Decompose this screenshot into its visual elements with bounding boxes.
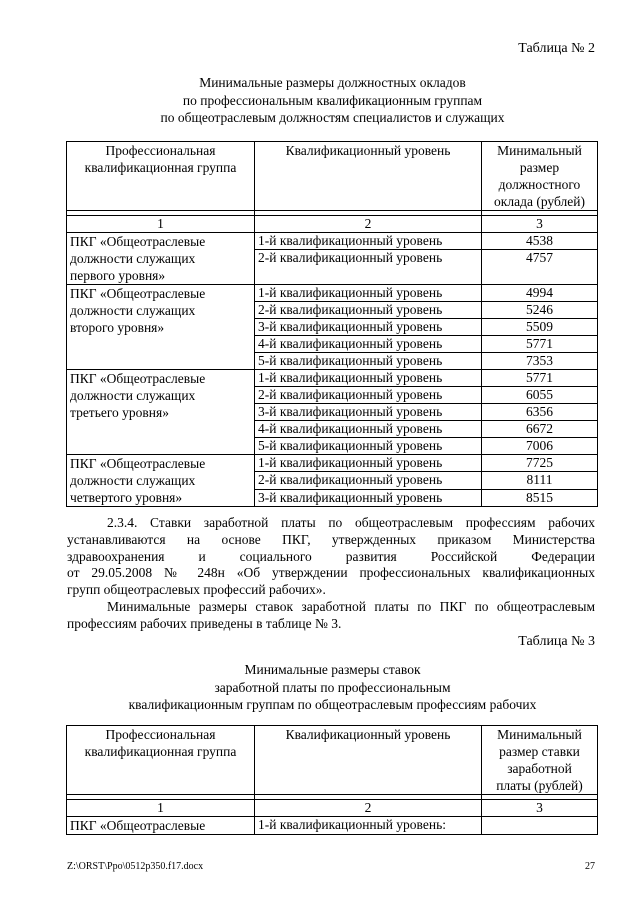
header-text: размер ставки [499, 744, 580, 759]
header-level [255, 142, 482, 211]
group-name-line: четвертого уровня» [70, 490, 183, 505]
salary-cell: 6356 [482, 404, 598, 421]
level-cell: 1-й квалификационный уровень [255, 455, 482, 472]
header-group [67, 726, 255, 795]
level-cell: 1-й квалификационный уровень: [255, 817, 482, 835]
text-line: устанавливаются на основе ПКГ, утвержденных приказом Министерства [67, 531, 595, 547]
text-line: здравоохранения и социального развития Российской Федерации [67, 548, 595, 564]
group-name-line: третьего уровня» [70, 405, 169, 420]
group-name [67, 285, 255, 370]
salary-cell: 7006 [482, 438, 598, 455]
header-salary [482, 142, 598, 211]
group-name-line: должности служащих [70, 473, 196, 488]
text-line: Минимальные размеры ставок заработной платы по ПКГ по общеотраслевым [107, 599, 595, 614]
group-name-line: должности служащих [70, 251, 196, 266]
group-name [67, 455, 255, 507]
level-cell: 3-й квалификационный уровень [255, 404, 482, 421]
level-cell: 3-й квалификационный уровень [255, 319, 482, 336]
header-text: квалификационная группа [84, 160, 237, 175]
caption-line: квалификационным группам по общеотраслевым профессиям рабочих [128, 697, 537, 712]
header-text: Профессиональная [105, 143, 216, 158]
group-name [67, 370, 255, 455]
group-name-line: ПКГ «Общеотраслевые [70, 456, 206, 471]
page-number: 27 [585, 861, 595, 872]
group-name-line: должности служащих [70, 388, 196, 403]
text-line: групп общеотраслевых профессий рабочих». [67, 582, 326, 598]
group-name-line: первого уровня» [70, 268, 166, 283]
header-text: Минимальный [497, 143, 582, 158]
paragraph-table-3-ref [67, 599, 595, 633]
table-3-caption [60, 661, 605, 714]
salary-cell: 7353 [482, 353, 598, 370]
level-cell: 1-й квалификационный уровень [255, 233, 482, 250]
level-cell: 5-й квалификационный уровень [255, 353, 482, 370]
header-text: должностного [498, 177, 581, 192]
column-number: 1 [67, 216, 255, 233]
salary-cell: 4538 [482, 233, 598, 250]
paragraph-2-3-4 [67, 515, 595, 599]
group-name-line: должности служащих [70, 303, 196, 318]
salary-cell: 4994 [482, 285, 598, 302]
caption-line: заработной платы по профессиональным [214, 679, 451, 695]
group-name-line: ПКГ «Общеотраслевые [70, 234, 206, 249]
table-3-label: Таблица № 3 [518, 634, 595, 649]
header-text: платы (рублей) [496, 778, 583, 793]
caption-line: по общеотраслевым должностям специалистов и служащих [160, 110, 505, 125]
column-number: 1 [67, 800, 255, 817]
level-cell: 2-й квалификационный уровень [255, 250, 482, 285]
header-text: размер [519, 160, 560, 175]
salary-cell [482, 817, 598, 835]
footer-file-path: Z:\ORST\Ppo\0512p350.f17.docx [67, 861, 204, 872]
level-cell: 3-й квалификационный уровень [255, 489, 482, 506]
salary-cell: 5771 [482, 370, 598, 387]
header-text: Профессиональная [105, 727, 216, 742]
level-cell: 2-й квалификационный уровень [255, 472, 482, 489]
caption-line: Минимальные размеры должностных окладов [199, 75, 466, 90]
level-cell: 4-й квалификационный уровень [255, 336, 482, 353]
table-2-label: Таблица № 2 [518, 41, 595, 56]
header-text: оклада (рублей) [494, 194, 585, 209]
salary-cell: 6672 [482, 421, 598, 438]
column-number: 2 [255, 800, 482, 817]
text-line: от 29.05.2008 № 248н «Об утверждении профессиональных квалификационных [67, 565, 595, 581]
header-text: квалификационная группа [84, 744, 237, 759]
table-2 [66, 141, 598, 507]
header-text: Квалификационный уровень [285, 727, 451, 742]
column-number: 3 [482, 216, 598, 233]
group-name: ПКГ «Общеотраслевые [67, 817, 255, 835]
group-name-line: второго уровня» [70, 320, 165, 335]
header-salary [482, 726, 598, 795]
salary-cell: 8111 [482, 472, 598, 489]
salary-cell: 5771 [482, 336, 598, 353]
caption-line: Минимальные размеры ставок [244, 662, 421, 677]
group-name [67, 233, 255, 285]
salary-cell: 4757 [482, 250, 598, 285]
text-line: 2.3.4. Ставки заработной платы по общеотраслевым профессиям рабочих [107, 515, 595, 530]
group-name-line: ПКГ «Общеотраслевые [70, 371, 206, 386]
salary-cell: 5246 [482, 302, 598, 319]
level-cell: 4-й квалификационный уровень [255, 421, 482, 438]
header-group [67, 142, 255, 211]
salary-cell: 7725 [482, 455, 598, 472]
group-name-line: ПКГ «Общеотраслевые [70, 286, 206, 301]
header-text: Квалификационный уровень [285, 143, 451, 158]
table-3 [66, 725, 598, 835]
level-cell: 2-й квалификационный уровень [255, 302, 482, 319]
salary-cell: 5509 [482, 319, 598, 336]
table-2-caption [60, 74, 605, 127]
salary-cell: 8515 [482, 489, 598, 506]
column-number: 2 [255, 216, 482, 233]
header-text: заработной [507, 761, 572, 776]
column-number: 3 [482, 800, 598, 817]
level-cell: 5-й квалификационный уровень [255, 438, 482, 455]
text-line: профессиям рабочих приведены в таблице № 3. [67, 615, 342, 631]
level-cell: 1-й квалификационный уровень [255, 370, 482, 387]
caption-line: по профессиональным квалификационным группам [182, 92, 483, 108]
salary-cell: 6055 [482, 387, 598, 404]
header-text: Минимальный [497, 727, 582, 742]
level-cell: 1-й квалификационный уровень [255, 285, 482, 302]
header-level [255, 726, 482, 795]
level-cell: 2-й квалификационный уровень [255, 387, 482, 404]
